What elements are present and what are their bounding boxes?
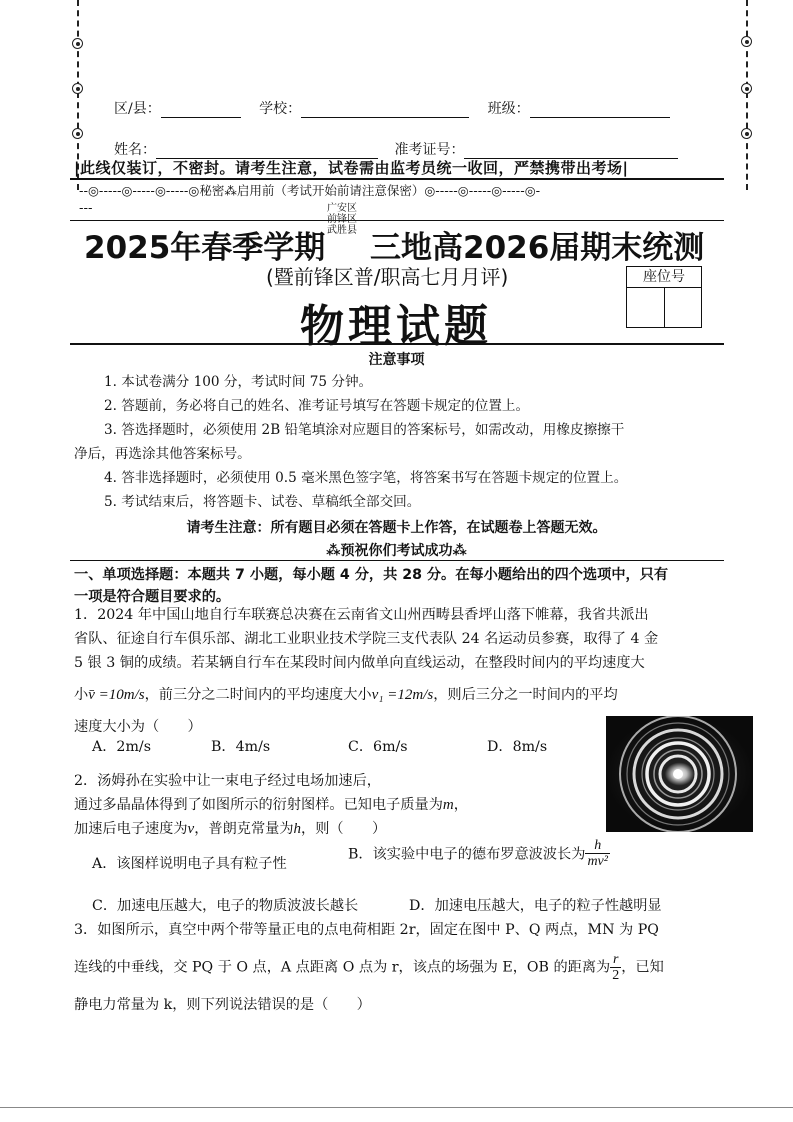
seat-label: 座位号: [627, 267, 701, 288]
binding-ring-icon: [741, 36, 752, 47]
secret-right-deco: ◎-----◎-----◎-----◎-: [424, 183, 541, 198]
q1-line: 5 银 3 铜的成绩。若某辆自行车在某段时间内做单向直线运动，在整段时间内的平均速度大: [74, 655, 645, 671]
q3-text: ，已知: [621, 959, 664, 976]
q2-mass-symbol: m: [442, 797, 454, 813]
section-heading-line1: 一、单项选择题：本题共 7 小题，每小题 4 分，共 28 分。在每小题给出的四个选项中，只有: [74, 567, 669, 583]
question-3: [74, 918, 734, 1017]
district-field[interactable]: [161, 103, 241, 118]
seat-cell-divider: [664, 288, 665, 327]
fraction-denominator: 2: [612, 968, 620, 983]
exam-id-label: 准考证号：: [394, 142, 465, 158]
region-1: 广安区: [327, 203, 357, 214]
region-2: 前锋区: [327, 214, 357, 225]
page-bottom-rule: [0, 1107, 793, 1108]
name-label: 姓名：: [114, 142, 156, 158]
seat-number-box[interactable]: [626, 266, 702, 328]
q3-line: 静电力常量为 k，则下列说法错误的是（ ）: [74, 997, 371, 1013]
seal-notice: |此线仅装订，不密封。请考生注意，试卷需由监考员统一收回，严禁携带出考场|: [74, 159, 629, 177]
q3-text: 连线的中垂线，交 PQ 于 O 点，A 点距离 O 点为 r，该点的场强为 E，OB 的距离为: [74, 959, 611, 976]
q2-line: [74, 793, 604, 817]
secret-wrap: ---: [79, 200, 93, 215]
fraction-numerator: r: [610, 952, 621, 968]
q1-text: ，则后三分之一时间内的平均: [433, 687, 618, 703]
q2-option-a[interactable]: A．该图样说明电子具有粒子性: [92, 856, 287, 872]
q2-velocity-symbol: v: [187, 821, 195, 837]
q2-option-d[interactable]: D．加速电压越大，电子的粒子性越明显: [409, 898, 662, 914]
binding-line-right: [746, 0, 748, 190]
q1-text: ，前三分之二时间内的平均速度大小: [144, 687, 372, 703]
notice-heading: 注意事项: [368, 352, 425, 368]
q1-line: 速度大小为（ ）: [74, 719, 202, 735]
secret-notice: 秘密⁂启用前（考试开始前请注意保密）: [199, 183, 425, 198]
question-2: [74, 769, 604, 841]
q2-planck-symbol: h: [293, 821, 302, 837]
q3-line: [74, 952, 734, 983]
q1-avg-speed-eq: v̄ =10m/s: [88, 687, 145, 703]
q2-line: 2．汤姆孙在实验中让一束电子经过电场加速后，: [74, 773, 381, 789]
q2-wavelength-fraction: [585, 838, 610, 869]
secret-line-row: [79, 181, 739, 199]
notice-wish: ⁂预祝你们考试成功⁂: [326, 543, 467, 559]
q1-line: [74, 683, 734, 707]
region-3: 武胜县: [327, 225, 357, 236]
q2-text: ，: [453, 797, 468, 813]
q2-text: 通过多晶晶体得到了如图所示的衍射图样。已知电子质量为: [74, 797, 443, 813]
notice-item: 1. 本试卷满分 100 分，考试时间 75 分钟。: [104, 374, 373, 390]
notice-warning: 请考生注意：所有题目必须在答题卡上作答，在试题卷上答题无效。: [186, 520, 607, 536]
q1-option-d[interactable]: D．8m/s: [487, 739, 548, 755]
q2-option-b-text: B．该实验中电子的德布罗意波波长为: [348, 846, 586, 863]
q1-speed1-eq: v₁ =12m/s: [371, 687, 434, 703]
info-row-1: [114, 98, 670, 118]
q1-option-b[interactable]: B．4m/s: [211, 739, 271, 755]
binding-ring-icon: [72, 128, 83, 139]
q2-option-b[interactable]: [348, 838, 610, 869]
q1-option-c[interactable]: C．6m/s: [348, 739, 408, 755]
info-row-2: [114, 139, 678, 159]
q1-line: 1．2024 年中国山地自行车联赛总决赛在云南省文山州西畴县香坪山落下帷幕，我省共派出: [74, 607, 649, 623]
q2-text: 加速后电子速度为: [74, 821, 188, 837]
notice-rule: [70, 560, 724, 561]
binding-ring-icon: [741, 128, 752, 139]
q3-line: 3．如图所示，真空中两个带等量正电的点电荷相距 2r，固定在图中 P、Q 两点，MN 为 PQ: [74, 922, 659, 938]
notice-item: 4. 答非选择题时，必须使用 0.5 毫米黑色签字笔，将答案书写在答题卡规定的位置上。: [104, 470, 628, 486]
q3-distance-fraction: [610, 952, 621, 983]
binding-ring-icon: [72, 38, 83, 49]
binding-ring-icon: [72, 83, 83, 94]
q2-text: ，普朗克常量为: [194, 821, 294, 837]
binding-ring-icon: [741, 83, 752, 94]
region-stack: [320, 203, 364, 236]
exam-subtitle: (暨前锋区普/职高七月月评): [266, 265, 509, 289]
seal-line: [70, 178, 724, 180]
top-rule: [70, 220, 724, 221]
notice-list: [74, 370, 724, 514]
q2-text: ，则（ ）: [301, 821, 387, 837]
notice-item: 3. 答选择题时，必须使用 2B 铅笔填涂对应题目的答案标号，如需改动，用橡皮擦擦干: [104, 422, 625, 438]
fraction-numerator: h: [585, 838, 610, 854]
notice-item: 5. 考试结束后，将答题卡、试卷、草稿纸全部交回。: [104, 494, 421, 510]
section-heading-line2: 一项是符合题目要求的。: [74, 589, 231, 605]
diffraction-pattern-image: [606, 716, 753, 832]
secret-left-deco: --◎-----◎-----◎-----◎: [79, 183, 200, 198]
notice-item-continued: 净后，再选涂其他答案标号。: [74, 446, 251, 462]
q2-option-c[interactable]: C．加速电压越大，电子的物质波波长越长: [92, 898, 359, 914]
exam-title-part1: 2025年春季学期: [84, 230, 326, 266]
subject-title: 物理试题: [300, 301, 492, 352]
title-rule: [70, 343, 724, 345]
exam-title-part2: 三地高2026届期末统测: [370, 230, 705, 266]
school-field[interactable]: [301, 103, 469, 118]
q1-text: 小: [74, 687, 89, 703]
district-label: 区/县：: [114, 101, 161, 117]
q1-option-a[interactable]: A．2m/s: [92, 739, 151, 755]
notice-item: 2. 答题前，务必将自己的姓名、准考证号填写在答题卡规定的位置上。: [104, 398, 530, 414]
fraction-denominator: mv²: [587, 854, 608, 869]
class-field[interactable]: [530, 103, 670, 118]
section-heading: [74, 564, 734, 608]
q1-line: 省队、征途自行车俱乐部、湖北工业职业技术学院三支代表队 24 名运动员参赛，取得了 4 金: [74, 631, 659, 647]
class-label: 班级：: [487, 101, 530, 117]
school-label: 学校：: [259, 101, 302, 117]
